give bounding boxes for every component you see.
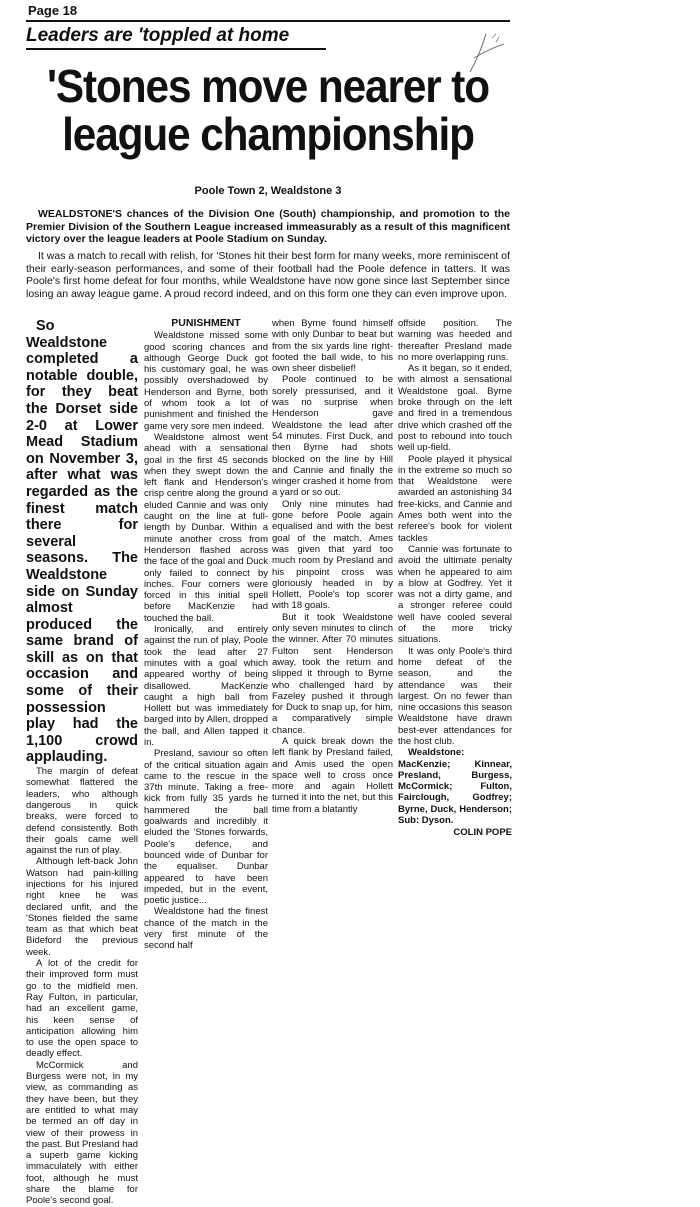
intro-paragraph: It was a match to recall with relish, for 'Stones hit their best form for many weeks, more reminiscent of their early-season performances, and some of their football had the Poole defence in tatters. It was Poole's first home defeat for four months, while Wealdstone have now gone since last September since losing an away league game. A proud record indeed, and on this form one they can even improve upon. — [26, 250, 510, 300]
lede-paragraph: So Wealdstone completed a notable double, for they beat the Dorset side 2-0 at Lower Mead Stadium on November 3, after what was regarded as the finest match there for several seasons. The Wealdstone side on Sunday almost produced the same brand of skill as on that occasion and some of their possession play had the 1,100 crowd applauding. — [26, 318, 138, 766]
article-column-1 — [26, 318, 138, 1207]
body-paragraph: It was only Poole's third home defeat of the season, and the attendance was their largest. On no fewer than nine occasions this season Wealdstone have drawn best-ever attendances for the host club. — [398, 645, 512, 747]
body-paragraph: McCormick and Burgess were not, in my view, as commanding as they have been, but they are entitled to what may be termed an off day in view of their prowess in the past. But Presland had a superb game kicking immaculately with either foot, although he must share the blame for Poole's second goal. — [26, 1059, 138, 1207]
body-paragraph: But it took Wealdstone only seven minutes to clinch the winner. After 70 minutes Fulton sent Henderson away, took the return and slipped it through to Byrne who challenged hard by Fazeley pushed it through for Duck to snap up, for him, a comparatively simple chance. — [272, 611, 393, 736]
body-paragraph: Although left-back John Watson had pain-killing injections for his injured right knee he was declared unfit, and the 'Stones fielded the same team as that which beat Bideford the previous week. — [26, 856, 138, 958]
page-number: Page 18 — [28, 3, 78, 18]
subheading: PUNISHMENT — [171, 317, 241, 329]
body-paragraph: Wealdstone had the finest chance of the match in the very first minute of the second half — [144, 906, 268, 952]
article-column-4 — [398, 318, 512, 839]
body-paragraph: Only nine minutes had gone before Poole again equalised and with the best goal of the match. Ames was given that yard too much room by Presland and his pinpoint cross was gloriously headed in by Hollett, Poole's top scorer with 18 goals. — [272, 498, 393, 612]
team-lineup: Wealdstone: MacKenzie; Kinnear, Presland, Burgess, McCormick; Fulton, Fairclough, Godfrey; Byrne, Duck, Henderson; Sub: Dyson. — [398, 747, 512, 827]
body-paragraph: A quick break down the left flank by Presland failed, and Amis used the open space well to cross once more and again Hollett turned it into the net, but this time from a blatantly — [272, 735, 393, 815]
scoreline: Poole Town 2, Wealdstone 3 — [194, 185, 342, 197]
body-paragraph: The margin of defeat somewhat flattered the leaders, who although dangerous in quick breaks, were forced to defend consistently. Both their goals came well against the run of play. — [26, 766, 138, 857]
main-headline: 'Stones move nearer to league championship — [46, 60, 490, 160]
body-paragraph: when Byrne found himself with only Dunbar to beat but from the six yards line right-footed the ball wide, to his own sheer disbelief! — [272, 318, 393, 375]
kicker-headline: Leaders are 'toppled at home — [26, 26, 326, 50]
body-paragraph: Wealdstone missed some good scoring chances and although George Duck got his customary goal, he was possibly overshadowed by Henderson and Byrne, both of whom took a lot of punishment and finished the game very sore men indeed. — [144, 330, 268, 432]
body-paragraph: offside position. The warning was heeded and thereafter Presland made no more overlapping runs. — [398, 318, 512, 363]
article-column-2 — [144, 318, 268, 952]
body-paragraph: Presland, saviour so often of the critical situation again came to the rescue in the 37th minute. Taking a free-kick from fully 35 yards he hammered the ball goalwards and incredibly it eluded the 'Stones forwards, Poole's defence, and bounced wide of Dunbar for the equaliser. Dunbar appeared to have been impeded, but in the event, poetic justice... — [144, 748, 268, 907]
body-paragraph: Cannie was fortunate to avoid the ultimate penalty when he appeared to aim a blow at Godfrey. Yet it was not a dirty game, and a stronger referee could well have cooled several of the more tricky situations. — [398, 543, 512, 646]
body-paragraph: Wealdstone almost went ahead with a sensational goal in the first 45 seconds when they swept down the left flank and Henderson's crisp centre along the ground eluded Cannie and was only caught on the line at full-length by Dunbar. Within a minute another cross from Henderson flashed across the face of the goal and Duck only failed to connect by inches. Four corners were forced in this initial spell before MacKenzie had touched the ball. — [144, 431, 268, 624]
article-column-3 — [272, 318, 393, 815]
byline: COLIN POPE — [453, 827, 512, 839]
page-header — [26, 0, 510, 22]
body-paragraph: Ironically, and entirely against the run of play, Poole took the lead after 27 minutes with a goal which appeared worthy of being disallowed. MacKenzie caught a high ball from Hollett but was immediately barged into by Allen, dropped the ball, and Allen tapped it in. — [144, 624, 268, 748]
intro-bold-paragraph: WEALDSTONE'S chances of the Division One (South) championship, and promotion to the Premier Division of the Southern League increased immeasurably as a result of this magnificent victory over the league leaders at Poole Stadium on Sunday. — [26, 208, 510, 246]
body-paragraph: Poole played it physical in the extreme so much so that Wealdstone were awarded an astonishing 34 free-kicks, and Cannie and Ames both went into the referee's book for violent tackles — [398, 453, 512, 544]
body-paragraph: A lot of the credit for their improved form must go to the midfield men. Ray Fulton, in particular, had an excellent game, his keen sense of anticipation allowing him to use the open space to deadly effect. — [26, 958, 138, 1060]
body-paragraph: As it began, so it ended, with almost a sensational Wealdstone goal. Byrne broke through on the left and fired in a tremendous drive which crashed off the post to rebound into touch well up-field. — [398, 363, 512, 454]
body-paragraph: Poole continued to be sorely pressurised, and it was no surprise when Henderson gave Wealdstone the lead after 54 minutes. First Duck, and then Byrne had shots blocked on the line by Hill and Cannie and finally the winger crashed it home from a yard or so out. — [272, 374, 393, 499]
